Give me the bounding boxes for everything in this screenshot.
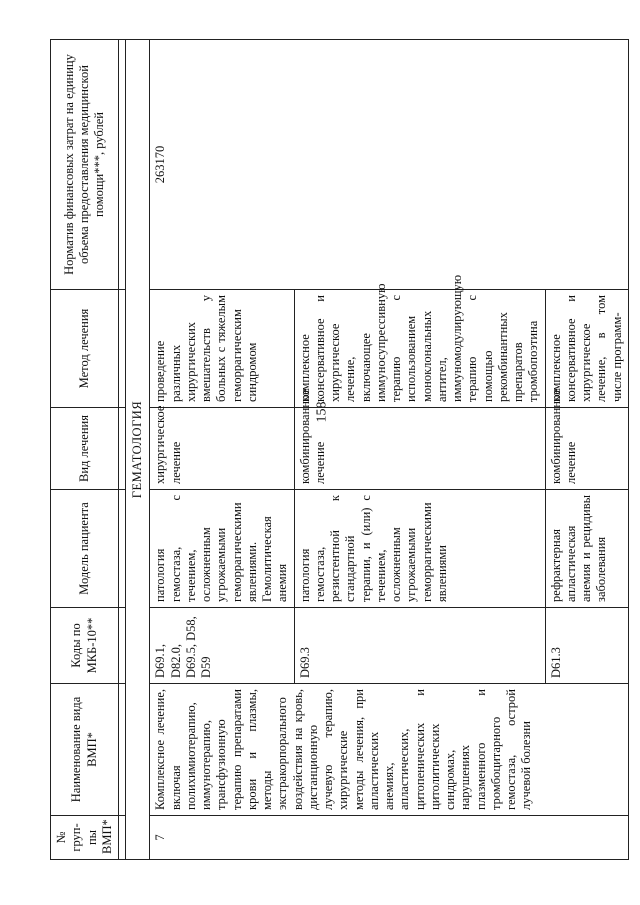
rotated-table-container	[50, 40, 624, 860]
treatment-method: комплексное консервативное и хирургическое лечение, в том числе программ-	[545, 290, 628, 408]
header-group-number: № груп-пы ВМП*	[51, 816, 119, 860]
table-row	[150, 40, 294, 860]
section-row	[126, 40, 150, 860]
header-treatment-type: Вид лечения	[51, 408, 119, 490]
spacer-row	[119, 40, 126, 860]
icd-codes: D61.3	[545, 608, 628, 684]
group-number: 7	[150, 816, 629, 860]
patient-model: патология гемостаза, резистентной к стандартной терапии, и (или) с течением, осложненным угрожаемыми геморрагическими явлениями	[294, 490, 545, 608]
header-treatment-method: Метод лечения	[51, 290, 119, 408]
icd-codes: D69.1, D82.0, D69.5, D58, D59	[150, 608, 294, 684]
treatment-method: комплексное консервативное и хирургическое лечение, включающее иммуносупрессивную терапию с использованием моноклональных антител, иммуномодулирующую терапию с помощью рекомбинантных препаратов тромбопоэтина	[294, 290, 545, 408]
vmp-table	[50, 39, 629, 860]
section-title: ГЕМАТОЛОГИЯ	[126, 40, 150, 860]
treatment-type: хирургическое лечение	[150, 408, 294, 490]
patient-model: патология гемостаза, с течением, осложненным угрожаемыми геморрагическими явлениями. Гемолитическая анемия	[150, 490, 294, 608]
header-row	[51, 40, 119, 860]
treatment-type: комбинированное лечение	[294, 408, 545, 490]
treatment-type: комбинированное лечение	[545, 408, 628, 490]
header-cost-norm: Норматив финансовых затрат на единицу объема предоставления медицинской помощи***, рублей	[51, 40, 119, 290]
header-icd-codes: Коды по МКБ-10**	[51, 608, 119, 684]
vmp-name: Комплексное лечение, включая полихимиотерапию, иммунотерапию, трансфузионную терапию препаратами крови и плазмы, методы экстракорпорального воздействия на кровь, дистанционную лучевую терапию, хирургические методы лечения, при апластических анемиях, апластических, цитопенических и цитолитических синдромах, нарушениях плазменного и тромбоцитарного гемостаза, острой лучевой болезни	[150, 684, 629, 816]
cost-norm: 263170	[150, 40, 629, 290]
icd-codes: D69.3	[294, 608, 545, 684]
header-patient-model: Модель пациента	[51, 490, 119, 608]
page-number-text: 158	[314, 401, 329, 423]
treatment-method: проведение различных хирургических вмешательств у больных с тяжелым геморрагическим синдромом	[150, 290, 294, 408]
header-vmp-name: Наименование вида ВМП*	[51, 684, 119, 816]
patient-model: рефрактерная апластическая анемия и рецидивы заболевания	[545, 490, 628, 608]
